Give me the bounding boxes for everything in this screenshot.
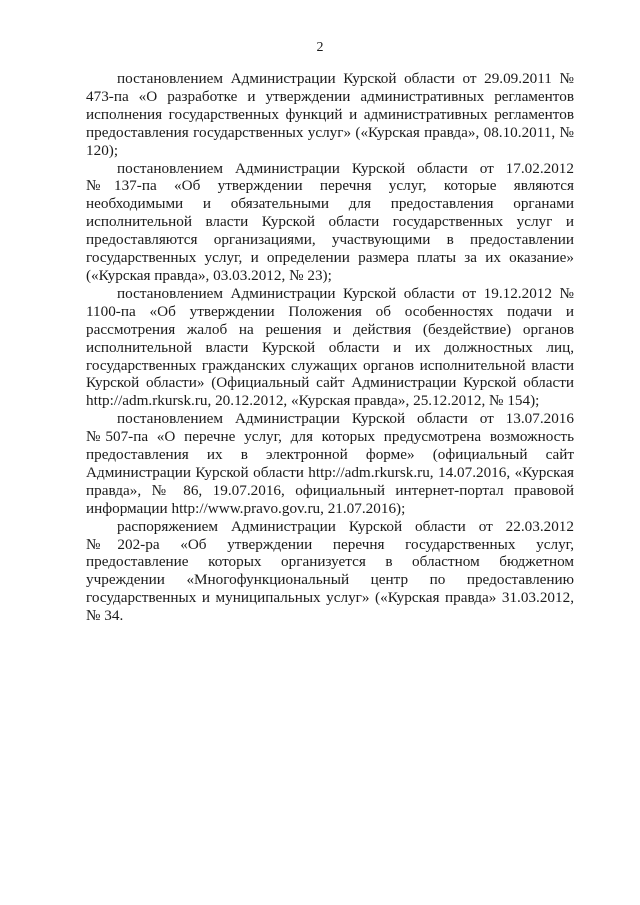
paragraph-decree-473: постановлением Администрации Курской области от 29.09.2011 № 473-па «О разработке и утверждении административных регламентов исполнения государственных функций и административных регламентов предоставления государственных услуг» («Курская правда», 08.10.2011, № 120); <box>86 70 574 159</box>
page-number: 2 <box>316 40 324 55</box>
paragraph-decree-137: постановлением Администрации Курской области от 17.02.2012 №137-па «Об утверждении перечня услуг, которые являются необходимыми и обязательными для предоставления органами исполнительной власти Курской области государственных услуг и предоставляются организациями, участвующими в предоставлении государственных услуг, и определении размера платы за их оказание» («Курская правда», 03.03.2012, № 23); <box>86 159 574 284</box>
paragraph-decree-507: постановлением Администрации Курской области от 13.07.2016 №507-па «О перечне услуг, для которых предусмотрена возможность предоставления их в электронной форме» (официальный сайт Администрации Курской области http://adm.rkursk.ru, 14.07.2016, «Курская правда», № 86, 19.07.2016, официальный интернет-портал правовой информации http://www.pravo.gov.ru, 21.07.2016); <box>86 410 574 517</box>
paragraph-order-202: распоряжением Администрации Курской области от 22.03.2012 №202-ра «Об утверждении перечня государственных услуг, предоставление которых организуется в областном бюджетном учреждении «Многофункциональный центр по предоставлению государственных и муниципальных услуг» («Курская правда» 31.03.2012, № 34. <box>86 517 574 625</box>
document-body <box>86 70 574 625</box>
paragraph-decree-1100: постановлением Администрации Курской области от 19.12.2012 № 1100-па «Об утверждении Положения об особенностях подачи и рассмотрения жалоб на решения и действия (бездействие) органов исполнительной власти Курской области и их должностных лиц, государственных гражданских служащих органов исполнительной власти Курской области» (Официальный сайт Администрации Курской области http://adm.rkursk.ru, 20.12.2012, «Курская правда», 25.12.2012, № 154); <box>86 284 574 410</box>
